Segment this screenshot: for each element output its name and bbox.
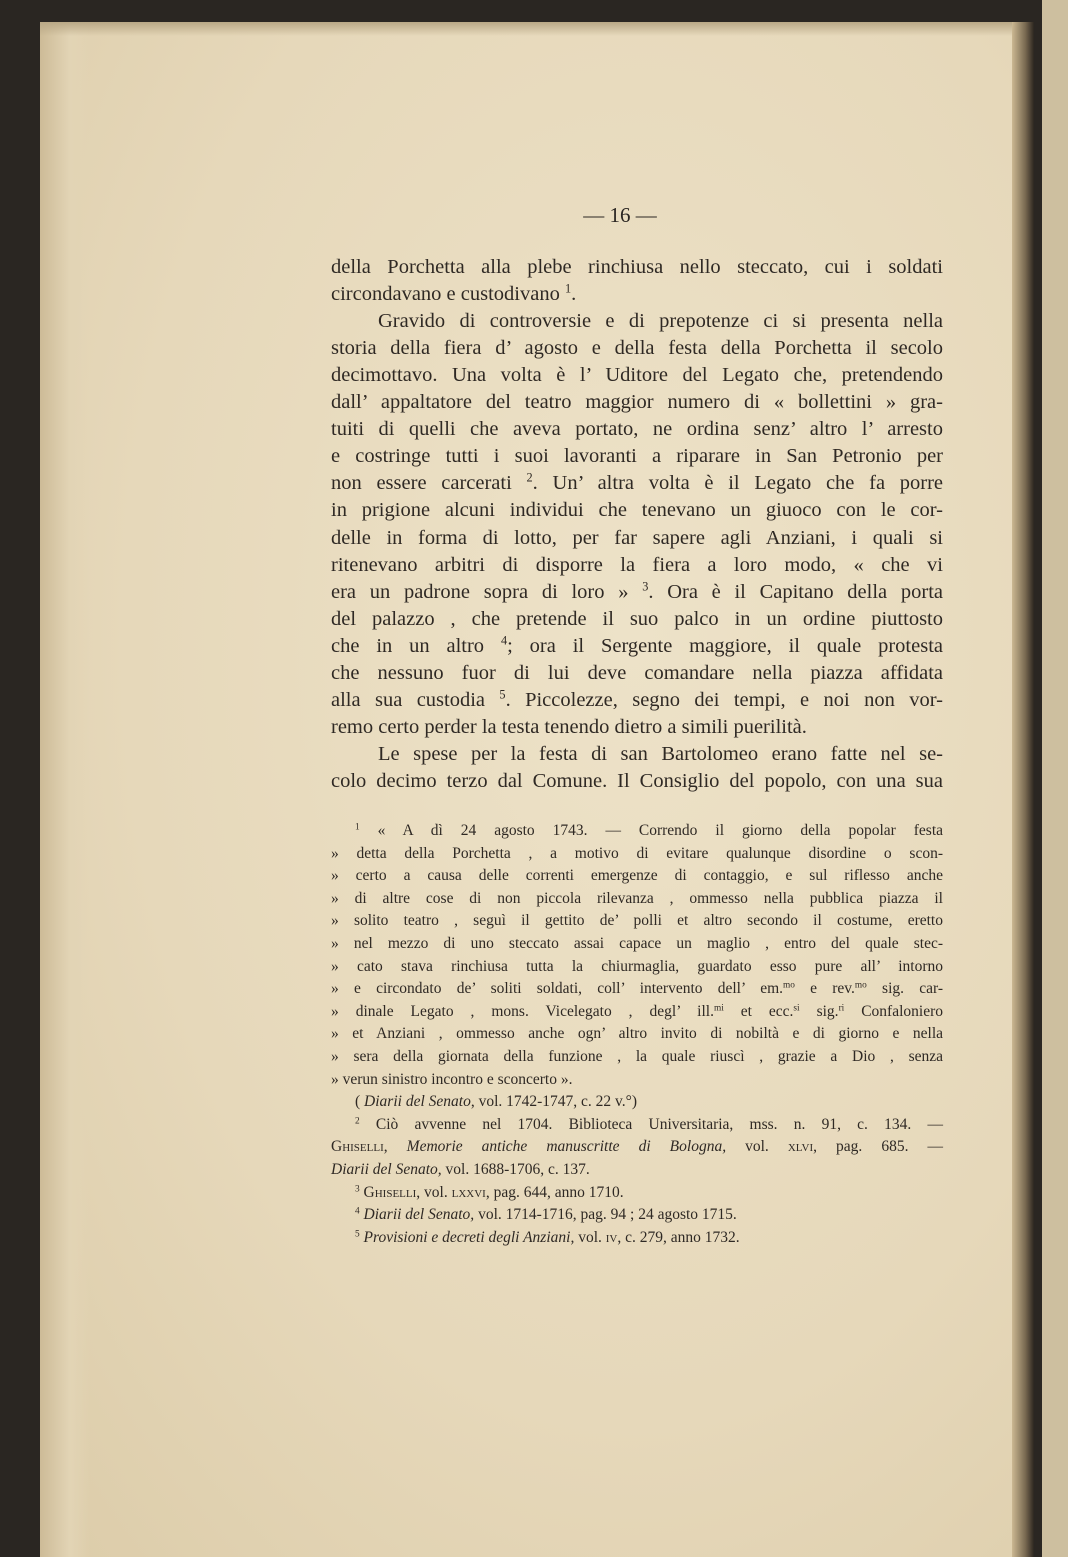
- body-line: [331, 525, 943, 552]
- text-run: vol.: [726, 1138, 788, 1156]
- book-gutter: [1012, 22, 1034, 1557]
- text-run: tuiti di quelli che aveva portato, ne ordina senz’ altro l’ arresto: [331, 418, 943, 441]
- text-run: . Un’ altra volta è il Legato che fa porre: [532, 472, 944, 495]
- text-run: delle in forma di lotto, per far sapere agli Anziani, i quali si: [331, 526, 943, 549]
- text-run: sig.: [799, 1002, 839, 1020]
- footnote-line: [331, 910, 943, 932]
- page-number: — 16 —: [583, 203, 657, 227]
- facing-page-edge: [1042, 0, 1068, 1557]
- body-line: [331, 687, 943, 714]
- text-run: » et Anziani , ommesso anche ogn’ altro invito di nobiltà e di giorno e nella: [331, 1025, 943, 1043]
- footnote-reference: mi: [713, 1003, 724, 1014]
- footnote-reference: 2: [526, 471, 533, 486]
- text-run: » nel mezzo di uno steccato assai capace un maglio , entro del quale stec-: [331, 935, 943, 952]
- text-run: » verun sinistro incontro e sconcerto ».: [331, 1070, 573, 1088]
- footnote-reference: ri: [838, 1003, 845, 1014]
- footnote-line: [331, 978, 943, 1000]
- body-line: [331, 497, 943, 524]
- body-line: [331, 389, 943, 416]
- text-run: Diarii del Senato: [364, 1093, 471, 1111]
- footnote-line: [331, 1046, 943, 1068]
- scan-background: [0, 0, 1068, 22]
- footnote-reference: 5: [355, 1229, 360, 1240]
- text-run: Gravido di controversie e di prepotenze ci si presenta nella: [378, 310, 943, 333]
- footnote-reference: 3: [642, 579, 649, 594]
- text-run: lxxvi: [451, 1183, 486, 1201]
- footnote-reference: 4: [500, 633, 508, 648]
- text-run: Diarii del Senato,: [331, 1161, 442, 1178]
- footnote-line: [331, 1023, 943, 1045]
- footnote-line: [331, 1159, 943, 1181]
- footnote-line: [331, 1136, 943, 1158]
- text-run: . Piccolezze, segno dei tempi, e noi non vor-: [505, 688, 944, 711]
- text-run: in prigione alcuni individui che tenevano un giuoco con le cor-: [331, 499, 943, 522]
- text-run: » solito teatro , seguì il gettito de’ polli et altro secondo il costume, eretto: [331, 912, 943, 930]
- text-run: Confaloniero: [844, 1002, 943, 1020]
- text-run: della Porchetta alla plebe rinchiusa nello steccato, cui i soldati: [331, 256, 943, 278]
- body-line: [331, 416, 943, 443]
- text-run: dall’ appaltatore del teatro maggior numero di « bollettini » gra-: [331, 391, 943, 414]
- text-run: che in un altro: [331, 634, 501, 657]
- text-run: , vol. 1742-1747, c. 22 v.°): [470, 1093, 638, 1111]
- footnote-line: [355, 820, 943, 842]
- footnote-line: [355, 1182, 943, 1204]
- body-line: [331, 335, 943, 362]
- body-line: [331, 281, 943, 308]
- text-run: vol. 1688-1706, c. 137.: [441, 1161, 590, 1178]
- text-run: Memorie antiche manuscritte di Bologna,: [406, 1138, 727, 1156]
- body-line: [331, 606, 943, 633]
- text-run: et ecc.: [723, 1002, 794, 1020]
- text-run: iv: [605, 1228, 618, 1246]
- footnote-line: [355, 1114, 943, 1136]
- text-run: era un padrone sopra di loro »: [331, 580, 643, 603]
- text-run: storia della fiera d’ agosto e della festa della Porchetta il secolo: [331, 337, 943, 360]
- text-run: .: [571, 283, 577, 306]
- text-run: , pag. 644, anno 1710.: [485, 1183, 624, 1201]
- body-line: [331, 552, 943, 579]
- text-run: » e circondato de’ soliti soldati, coll’ intervento dell’ em.: [331, 980, 784, 998]
- footnote-reference: 2: [355, 1116, 360, 1127]
- body-line: [331, 470, 943, 497]
- footnote-line: [331, 1069, 943, 1091]
- text-run: circondavano e custodivano: [331, 283, 565, 306]
- text-run: » sera della giornata della funzione , la quale riuscì , grazie a Dio , senza: [331, 1048, 943, 1065]
- text-run: , pag. 685. —: [813, 1138, 944, 1156]
- text-run: (: [355, 1093, 365, 1111]
- body-line: [331, 579, 943, 606]
- footnote-reference: mo: [783, 980, 795, 991]
- text-run: » certo a causa delle correnti emergenze di contaggio, e sul riflesso anche: [331, 867, 943, 885]
- footnote-line: [331, 1001, 943, 1023]
- body-line: [378, 308, 943, 335]
- footnote-line: [355, 1204, 943, 1226]
- text-run: vol.: [574, 1228, 606, 1246]
- footnote-line: [331, 888, 943, 910]
- text-run: colo decimo terzo dal Comune. Il Consiglio del popolo, con una sua: [331, 769, 943, 792]
- text-run: Ghiselli: [331, 1138, 384, 1156]
- page-edge-top: [40, 22, 1030, 36]
- text-run: e rev.: [794, 980, 855, 998]
- footnote-reference: si: [793, 1003, 800, 1014]
- footnote-line: [355, 1227, 943, 1249]
- text-run: . Ora è il Capitano della porta: [648, 580, 943, 603]
- text-run: che nessuno fuor di lui deve comandare nella piazza affidata: [331, 661, 943, 684]
- footnote-line: [331, 956, 943, 978]
- text-run: alla sua custodia: [331, 688, 500, 711]
- text-run: ; ora il Sergente maggiore, il quale protesta: [507, 634, 943, 657]
- text-run: » dinale Legato , mons. Vicelegato , degl’ ill.: [331, 1002, 714, 1020]
- text-run: Provisioni e decreti degli Anziani,: [363, 1228, 575, 1246]
- body-line: [331, 768, 943, 795]
- body-line: [331, 254, 943, 281]
- text-run: Ghiselli: [363, 1183, 417, 1201]
- footnote-reference: mo: [854, 980, 867, 991]
- body-line: [331, 714, 943, 741]
- text-run: xlvi: [787, 1138, 814, 1156]
- text-run: ,: [383, 1138, 407, 1156]
- body-line: [331, 362, 943, 389]
- footnote-line: [331, 865, 943, 887]
- page-edge-left: [40, 22, 90, 1557]
- text-run: Le spese per la festa di san Bartolomeo erano fatte nel se-: [378, 742, 943, 765]
- body-line: [331, 443, 943, 470]
- text-run: « A dì 24 agosto 1743. — Correndo il giorno della popolar festa: [359, 822, 943, 839]
- text-run: Diarii del Senato,: [363, 1206, 475, 1224]
- text-run: vol. 1714-1716, pag. 94 ; 24 agosto 1715.: [474, 1206, 737, 1224]
- text-run: non essere carcerati: [331, 472, 527, 495]
- body-line: [331, 633, 943, 660]
- footnote-line: [331, 933, 943, 955]
- footnote-reference: 1: [355, 822, 360, 833]
- text-run: remo certo perder la testa tenendo dietro a simili puerilità.: [331, 715, 807, 738]
- text-run: del palazzo , che pretende il suo palco in un ordine piuttosto: [331, 607, 943, 630]
- text-run: » di altre cose di non piccola rilevanza , ommesso nella pubblica piazza il: [331, 889, 943, 907]
- text-run: ritenevano arbitri di disporre la fiera a loro modo, « che vi: [331, 553, 943, 576]
- text-run: » detta della Porchetta , a motivo di evitare qualunque disordine o scon-: [331, 844, 943, 862]
- text-run: e costringe tutti i suoi lavoranti a riparare in San Petronio per: [331, 445, 943, 468]
- text-run: decimottavo. Una volta è l’ Uditore del Legato che, pretendendo: [331, 364, 943, 387]
- footnote-reference: 1: [564, 281, 572, 296]
- footnote-reference: 4: [355, 1206, 360, 1217]
- footnote-line: [331, 843, 943, 865]
- text-run: sig. car-: [866, 980, 943, 998]
- footnote-line: [355, 1091, 943, 1113]
- text-run: , vol.: [416, 1183, 452, 1201]
- footnote-reference: 3: [355, 1184, 360, 1195]
- body-line: [331, 660, 943, 687]
- text-run: Ciò avvenne nel 1704. Biblioteca Universitaria, mss. n. 91, c. 134. —: [359, 1115, 943, 1133]
- footnote-reference: 5: [499, 687, 506, 702]
- body-line: [378, 741, 943, 768]
- text-run: , c. 279, anno 1732.: [617, 1228, 740, 1246]
- text-run: » cato stava rinchiusa tutta la chiurmaglia, guardato esso pure all’ intorno: [331, 957, 943, 975]
